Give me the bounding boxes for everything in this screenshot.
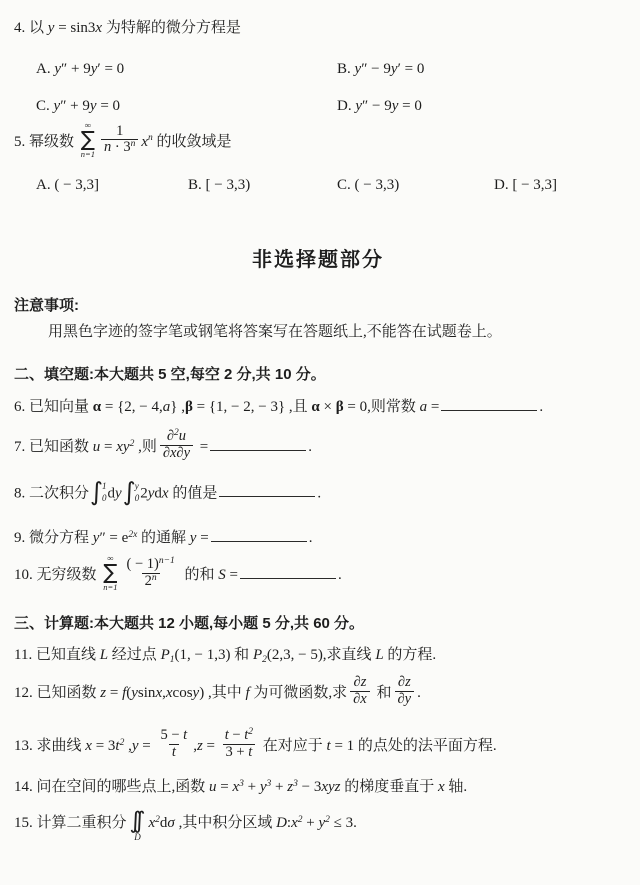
notice-label: 注意事项: — [14, 296, 79, 314]
math-var: t — [244, 727, 249, 744]
math-superscript: 2 — [119, 737, 125, 748]
sum-upper-limit: ∞ — [84, 119, 91, 130]
math-text: 2 — [140, 485, 148, 502]
math-text: 13. 求曲线 — [14, 737, 86, 754]
math-superscript: 3 — [293, 778, 298, 789]
math-text: = {2, − 4, — [101, 398, 163, 415]
math-text: = 0 — [96, 98, 121, 115]
sum-lower-limit: n=1 — [103, 582, 118, 593]
question-7 — [14, 427, 622, 464]
math-text: cos — [172, 685, 193, 702]
integral-icon: ∫ — [122, 477, 136, 507]
math-var: x — [85, 737, 92, 754]
math-var: y — [318, 815, 326, 832]
question-11 — [14, 645, 622, 665]
math-bold-var: α — [92, 398, 102, 415]
math-var: x — [165, 685, 173, 702]
math-superscript: n — [148, 133, 153, 144]
math-superscript: n — [151, 572, 157, 583]
question-4-option-d — [337, 96, 422, 116]
integral-lower-limit: 0 — [102, 492, 107, 503]
math-text: 的和 — [180, 566, 219, 583]
math-text: 的收敛域是 — [152, 133, 232, 150]
math-text: 经过点 — [108, 646, 161, 663]
math-text: · 3 — [111, 139, 131, 156]
answer-blank — [240, 565, 336, 579]
double-integral-symbol — [129, 808, 146, 843]
math-var: f — [245, 685, 250, 702]
math-var: P — [252, 646, 263, 663]
math-text: , — [193, 737, 197, 754]
math-text: 的梯度垂直于 — [340, 778, 438, 795]
fraction-denominator — [223, 744, 256, 761]
math-text: 3 + — [225, 744, 249, 760]
math-text: , — [124, 737, 132, 754]
math-text: C. ( − 3,3) — [337, 176, 400, 193]
math-var: y — [192, 685, 200, 702]
question-4-option-b — [337, 59, 424, 79]
math-var: t — [171, 744, 176, 760]
sum-symbol — [81, 121, 95, 160]
math-text: 14. 问在空间的哪些点上,函数 — [14, 778, 210, 795]
math-var: t — [183, 727, 188, 744]
answer-blank — [441, 397, 537, 411]
math-text: 7. 已知函数 — [14, 438, 93, 455]
fraction-denominator — [350, 691, 370, 708]
integral-upper-limit: y — [134, 480, 139, 491]
math-text: . — [338, 566, 342, 583]
math-superscript: 2 — [129, 438, 135, 449]
fraction-denominator — [142, 573, 160, 590]
question-8 — [14, 477, 622, 507]
math-text: A. — [36, 60, 55, 77]
math-var: z — [196, 737, 203, 754]
fraction-denominator — [160, 445, 193, 462]
math-text: ) ,其中 — [199, 685, 246, 702]
math-text: 10. 无穷级数 — [14, 566, 101, 583]
page-title: 非选择题部分 — [252, 248, 384, 271]
math-var: x — [161, 485, 169, 502]
math-superscript: 2 — [155, 815, 160, 826]
integral-limits — [102, 479, 107, 505]
math-text: = 0,则常数 — [343, 398, 420, 415]
fraction-numerator — [124, 557, 178, 573]
question-4-option-a — [36, 59, 337, 79]
math-var: t — [224, 727, 229, 744]
math-text: D. [ − 3,3] — [494, 176, 558, 193]
math-var: y — [259, 778, 267, 795]
question-5-options-row — [14, 174, 622, 195]
math-text: sin — [137, 685, 156, 702]
math-var: y — [391, 98, 399, 115]
sigma-icon: ∑ — [80, 126, 95, 151]
fraction — [101, 124, 138, 157]
question-5-option-a — [36, 175, 188, 195]
math-text: = — [225, 566, 239, 583]
math-text: . — [308, 529, 313, 546]
math-superscript: 2 — [248, 727, 253, 738]
answer-blank — [211, 528, 307, 542]
math-text: ≤ 3. — [329, 815, 357, 832]
math-var: P — [160, 646, 170, 663]
math-text: ″ + 9 — [61, 60, 91, 77]
math-var: y — [131, 685, 138, 702]
math-var: xy — [116, 438, 130, 455]
fraction-denominator — [169, 744, 179, 761]
math-text: 为特解的微分方程是 — [102, 20, 241, 36]
math-text: = 3 — [91, 737, 116, 754]
math-superscript: 3 — [239, 778, 244, 789]
math-var: ∂z — [397, 674, 411, 691]
math-text: + — [243, 778, 260, 795]
math-var: ∂x — [353, 691, 367, 708]
fraction-denominator — [101, 139, 138, 156]
math-text: A. ( − 3,3] — [36, 176, 100, 193]
math-text: = — [138, 737, 155, 754]
math-text: B. [ − 3,3) — [188, 176, 251, 193]
math-var: y — [189, 529, 197, 546]
math-text: 4. 以 — [14, 20, 48, 36]
question-4-options-row-1 — [14, 58, 622, 79]
math-superscript: 2 — [297, 815, 303, 826]
math-var: y — [355, 98, 363, 115]
question-5-stem — [14, 119, 622, 162]
math-text: = sin3 — [54, 20, 96, 36]
math-text: ″ = e — [99, 529, 129, 546]
math-var: y — [89, 98, 97, 115]
fraction-numerator — [395, 675, 414, 691]
sum-upper-limit: ∞ — [107, 553, 114, 564]
section-2-header: 二、填空题:本大题共 5 空,每空 2 分,共 10 分。 — [14, 366, 326, 384]
math-var: x — [438, 778, 445, 795]
math-subscript: 1 — [169, 654, 175, 665]
math-text: × — [319, 398, 336, 415]
math-text: 5. 幂级数 — [14, 133, 78, 150]
math-text: 5 − — [160, 727, 184, 744]
math-superscript: 2x — [128, 529, 138, 540]
math-text: ( — [126, 685, 132, 702]
math-var: L — [375, 646, 384, 663]
question-9 — [14, 528, 622, 548]
question-6 — [14, 397, 622, 417]
math-var: ∂y — [397, 691, 412, 708]
math-text: + — [271, 778, 288, 795]
math-text: ″ − 9 — [361, 60, 391, 77]
sigma-icon: ∑ — [103, 560, 118, 585]
math-var: u — [178, 427, 187, 444]
section-3-header: 三、计算题:本大题共 12 小题,每小题 5 分,共 60 分。 — [14, 614, 365, 632]
math-text: , — [162, 685, 166, 702]
math-text: 11. 已知直线 — [14, 646, 100, 663]
question-5-option-d — [494, 175, 557, 195]
math-var: ∂z — [353, 674, 367, 691]
math-text: (2,3, − 5),求直线 — [266, 646, 376, 663]
question-4-options-row-2 — [14, 96, 622, 117]
fraction — [160, 429, 193, 462]
fraction-numerator — [113, 124, 126, 140]
math-text: (1, − 1,3) 和 — [174, 646, 253, 663]
math-bold-var: β — [184, 398, 193, 415]
math-text: = — [427, 398, 440, 415]
math-text: ,则 — [134, 438, 157, 455]
math-var: t — [248, 744, 253, 760]
integral-limits — [135, 479, 140, 505]
math-var: x — [141, 133, 149, 150]
math-var: L — [99, 646, 109, 663]
fraction — [222, 728, 256, 761]
math-text: d — [159, 815, 168, 832]
math-superscript: 2 — [174, 427, 179, 438]
math-text: 轴. — [444, 778, 468, 795]
integral-lower-limit: 0 — [134, 492, 140, 503]
question-14 — [14, 777, 622, 797]
math-bold-var: β — [335, 398, 344, 415]
math-text: 的值是 — [168, 485, 218, 502]
math-text: = 0 — [398, 98, 422, 115]
fraction — [124, 557, 178, 590]
integral-symbol — [123, 479, 140, 505]
question-13 — [14, 727, 622, 763]
math-var: y — [390, 60, 398, 77]
math-subscript: 2 — [262, 654, 267, 665]
math-var: x — [148, 815, 156, 832]
math-var: x — [232, 778, 240, 795]
question-12 — [14, 674, 622, 710]
double-integral-domain: D — [134, 832, 141, 843]
math-text: 在对应于 — [259, 737, 327, 754]
question-5-option-c — [337, 175, 494, 195]
math-superscript: n — [130, 139, 136, 150]
math-var: S — [218, 566, 226, 583]
double-integral-icon: ∫∫ — [129, 808, 138, 835]
fraction-numerator — [157, 728, 190, 744]
math-text: ″ − 9 — [362, 98, 392, 115]
math-var: D — [276, 815, 287, 832]
math-text: D. — [337, 98, 356, 115]
question-15 — [14, 808, 622, 843]
math-bold-var: α — [311, 398, 320, 415]
math-var: y — [115, 485, 122, 502]
math-text: 9. 微分方程 — [14, 529, 93, 546]
math-var: t — [115, 737, 120, 754]
math-var: u — [92, 438, 101, 455]
math-text: . — [308, 438, 312, 455]
math-text: = — [196, 529, 209, 546]
math-var: y — [92, 529, 100, 546]
math-var: ∂ — [166, 427, 175, 444]
math-text: } , — [170, 398, 185, 415]
math-text: 的方程. — [383, 646, 437, 663]
math-text: B. — [337, 60, 355, 77]
math-superscript: 3 — [266, 778, 272, 789]
math-superscript: n−1 — [158, 555, 175, 566]
math-superscript: 2 — [325, 815, 330, 826]
math-text: 12. 已知函数 — [14, 685, 101, 702]
math-var: σ — [167, 815, 175, 832]
math-text: 15. 计算二重积分 — [14, 815, 127, 832]
math-text: d — [154, 485, 162, 502]
math-text: − 3 — [297, 778, 322, 795]
math-text: 2 — [144, 572, 152, 589]
math-text: = {1, − 2, − 3} ,且 — [192, 398, 312, 415]
math-var: t — [326, 737, 331, 754]
math-text: ′ = 0 — [397, 60, 425, 77]
math-var: y — [53, 98, 61, 115]
math-text: = — [202, 737, 219, 754]
sum-lower-limit: n=1 — [80, 148, 96, 159]
math-text: 8. 二次积分 — [14, 485, 90, 502]
math-var: x — [155, 685, 163, 702]
fraction — [350, 675, 370, 708]
fraction-denominator — [395, 691, 415, 708]
fraction-numerator — [222, 728, 256, 744]
math-var: a — [162, 398, 171, 415]
math-text: 为可微函数,求 — [249, 685, 348, 702]
math-var: y — [90, 60, 98, 77]
math-var: x — [291, 815, 298, 832]
math-text: d — [107, 485, 116, 502]
math-text: = 1 的点处的法平面方程. — [330, 737, 497, 754]
math-text: ′ = 0 — [97, 60, 125, 77]
math-text: = — [216, 778, 233, 795]
math-text: C. — [36, 98, 54, 115]
math-text: 6. 已知向量 — [14, 398, 93, 415]
math-var: y — [354, 60, 362, 77]
math-text: = — [196, 438, 209, 455]
math-var: x — [95, 20, 103, 36]
math-text: : — [286, 815, 292, 832]
answer-blank — [219, 483, 315, 497]
math-text: 的通解 — [137, 529, 190, 546]
math-text: . — [539, 398, 544, 415]
math-text: 1 — [116, 122, 124, 139]
math-var: z — [287, 778, 294, 795]
fraction-numerator — [351, 675, 370, 691]
math-var: y — [54, 60, 62, 77]
integral-upper-limit: 1 — [102, 480, 107, 491]
fraction-numerator — [164, 429, 189, 445]
math-var: n — [104, 139, 112, 156]
math-text: 和 — [372, 685, 392, 702]
notice-body: 用黑色字迹的签字笔或钢笔将答案写在答题纸上,不能答在试题卷上。 — [48, 324, 502, 341]
question-5-option-b — [188, 175, 337, 195]
math-var: xyz — [321, 778, 341, 795]
math-text: . — [417, 685, 421, 702]
question-4-stem — [14, 18, 622, 38]
integral-icon: ∫ — [90, 477, 104, 507]
math-var: y — [131, 737, 139, 754]
math-var: y — [47, 20, 55, 36]
math-text: ,其中积分区域 — [174, 815, 277, 832]
math-text: ( − 1) — [126, 555, 159, 572]
math-text: ″ + 9 — [60, 98, 90, 115]
answer-blank — [210, 437, 306, 451]
question-4-option-c — [36, 96, 337, 116]
math-text: + — [302, 815, 319, 832]
question-10 — [14, 553, 622, 595]
math-text: = — [106, 685, 123, 702]
math-text: = — [100, 438, 117, 455]
math-text: . — [317, 485, 322, 502]
math-var: y — [147, 485, 155, 502]
math-var: a — [419, 398, 428, 415]
math-var: f — [122, 685, 127, 702]
math-var: z — [100, 685, 107, 702]
math-text: − — [228, 727, 245, 744]
integral-symbol — [90, 479, 107, 505]
math-var: u — [209, 778, 217, 795]
fraction — [395, 675, 415, 708]
fraction — [157, 728, 190, 761]
math-var: ∂x∂y — [162, 444, 191, 461]
sum-symbol — [103, 554, 117, 593]
